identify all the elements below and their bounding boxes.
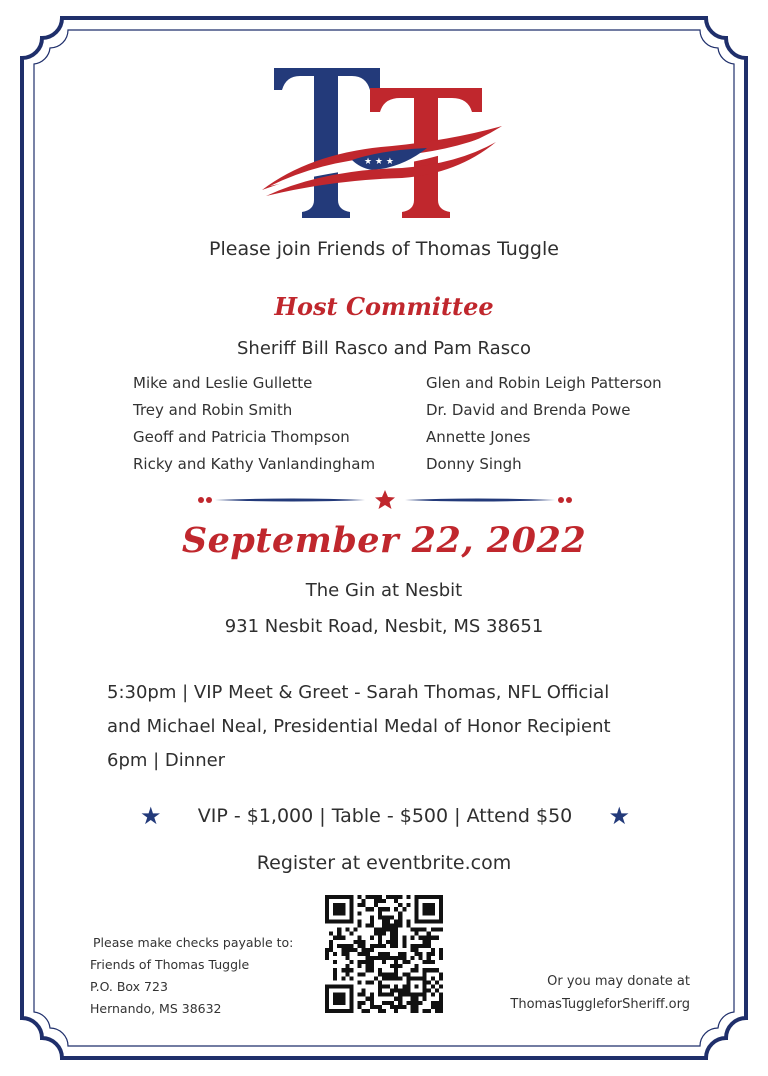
svg-text:★ ★ ★: ★ ★ ★ <box>364 157 394 167</box>
event-schedule <box>107 676 611 778</box>
donate-info <box>510 970 690 1016</box>
host-name: Ricky and Kathy Vanlandingham <box>133 455 376 473</box>
ticket-price-text: VIP - $1,000 | Table - $500 | Attend $50 <box>197 805 573 827</box>
qr-code-icon[interactable] <box>325 895 443 1013</box>
schedule-line: 6pm | Dinner <box>107 750 226 771</box>
schedule-line: and Michael Neal, Presidential Medal of Honor Recipient <box>107 716 611 737</box>
tt-monogram-logo <box>252 60 514 225</box>
check-payment-info <box>90 932 293 1020</box>
schedule-line: 5:30pm | VIP Meet & Greet - Sarah Thomas, NFL Official <box>107 682 610 703</box>
event-date: September 22, 2022 <box>181 520 587 561</box>
checks-po-box: P.O. Box 723 <box>90 979 168 994</box>
host-name: Trey and Robin Smith <box>133 401 293 419</box>
star-icon: ★ <box>140 802 162 830</box>
checks-city: Hernando, MS 38632 <box>90 1001 222 1016</box>
donate-website-link[interactable]: ThomasTuggleforSheriff.org <box>510 997 690 1012</box>
host-name: Annette Jones <box>426 428 531 446</box>
ticket-prices <box>140 798 630 834</box>
invitation-tagline: Please join Friends of Thomas Tuggle <box>209 238 559 260</box>
host-name: Glen and Robin Leigh Patterson <box>426 374 662 392</box>
host-name: Donny Singh <box>426 455 522 473</box>
host-list-left <box>133 370 375 478</box>
host-name: Mike and Leslie Gullette <box>133 374 313 392</box>
star-divider <box>195 488 575 512</box>
host-list-right <box>426 370 662 478</box>
event-address: 931 Nesbit Road, Nesbit, MS 38651 <box>224 616 544 637</box>
host-name: Dr. David and Brenda Powe <box>426 401 631 419</box>
event-venue: The Gin at Nesbit <box>305 580 463 601</box>
host-committee-heading: Host Committee <box>274 292 494 321</box>
star-icon: ★ <box>608 802 630 830</box>
checks-payee: Friends of Thomas Tuggle <box>90 957 250 972</box>
host-name: Geoff and Patricia Thompson <box>133 428 350 446</box>
checks-intro: Please make checks payable to: <box>93 935 294 950</box>
donate-intro: Or you may donate at <box>547 974 690 989</box>
lead-host: Sheriff Bill Rasco and Pam Rasco <box>236 338 531 359</box>
register-link[interactable]: Register at eventbrite.com <box>256 852 512 874</box>
